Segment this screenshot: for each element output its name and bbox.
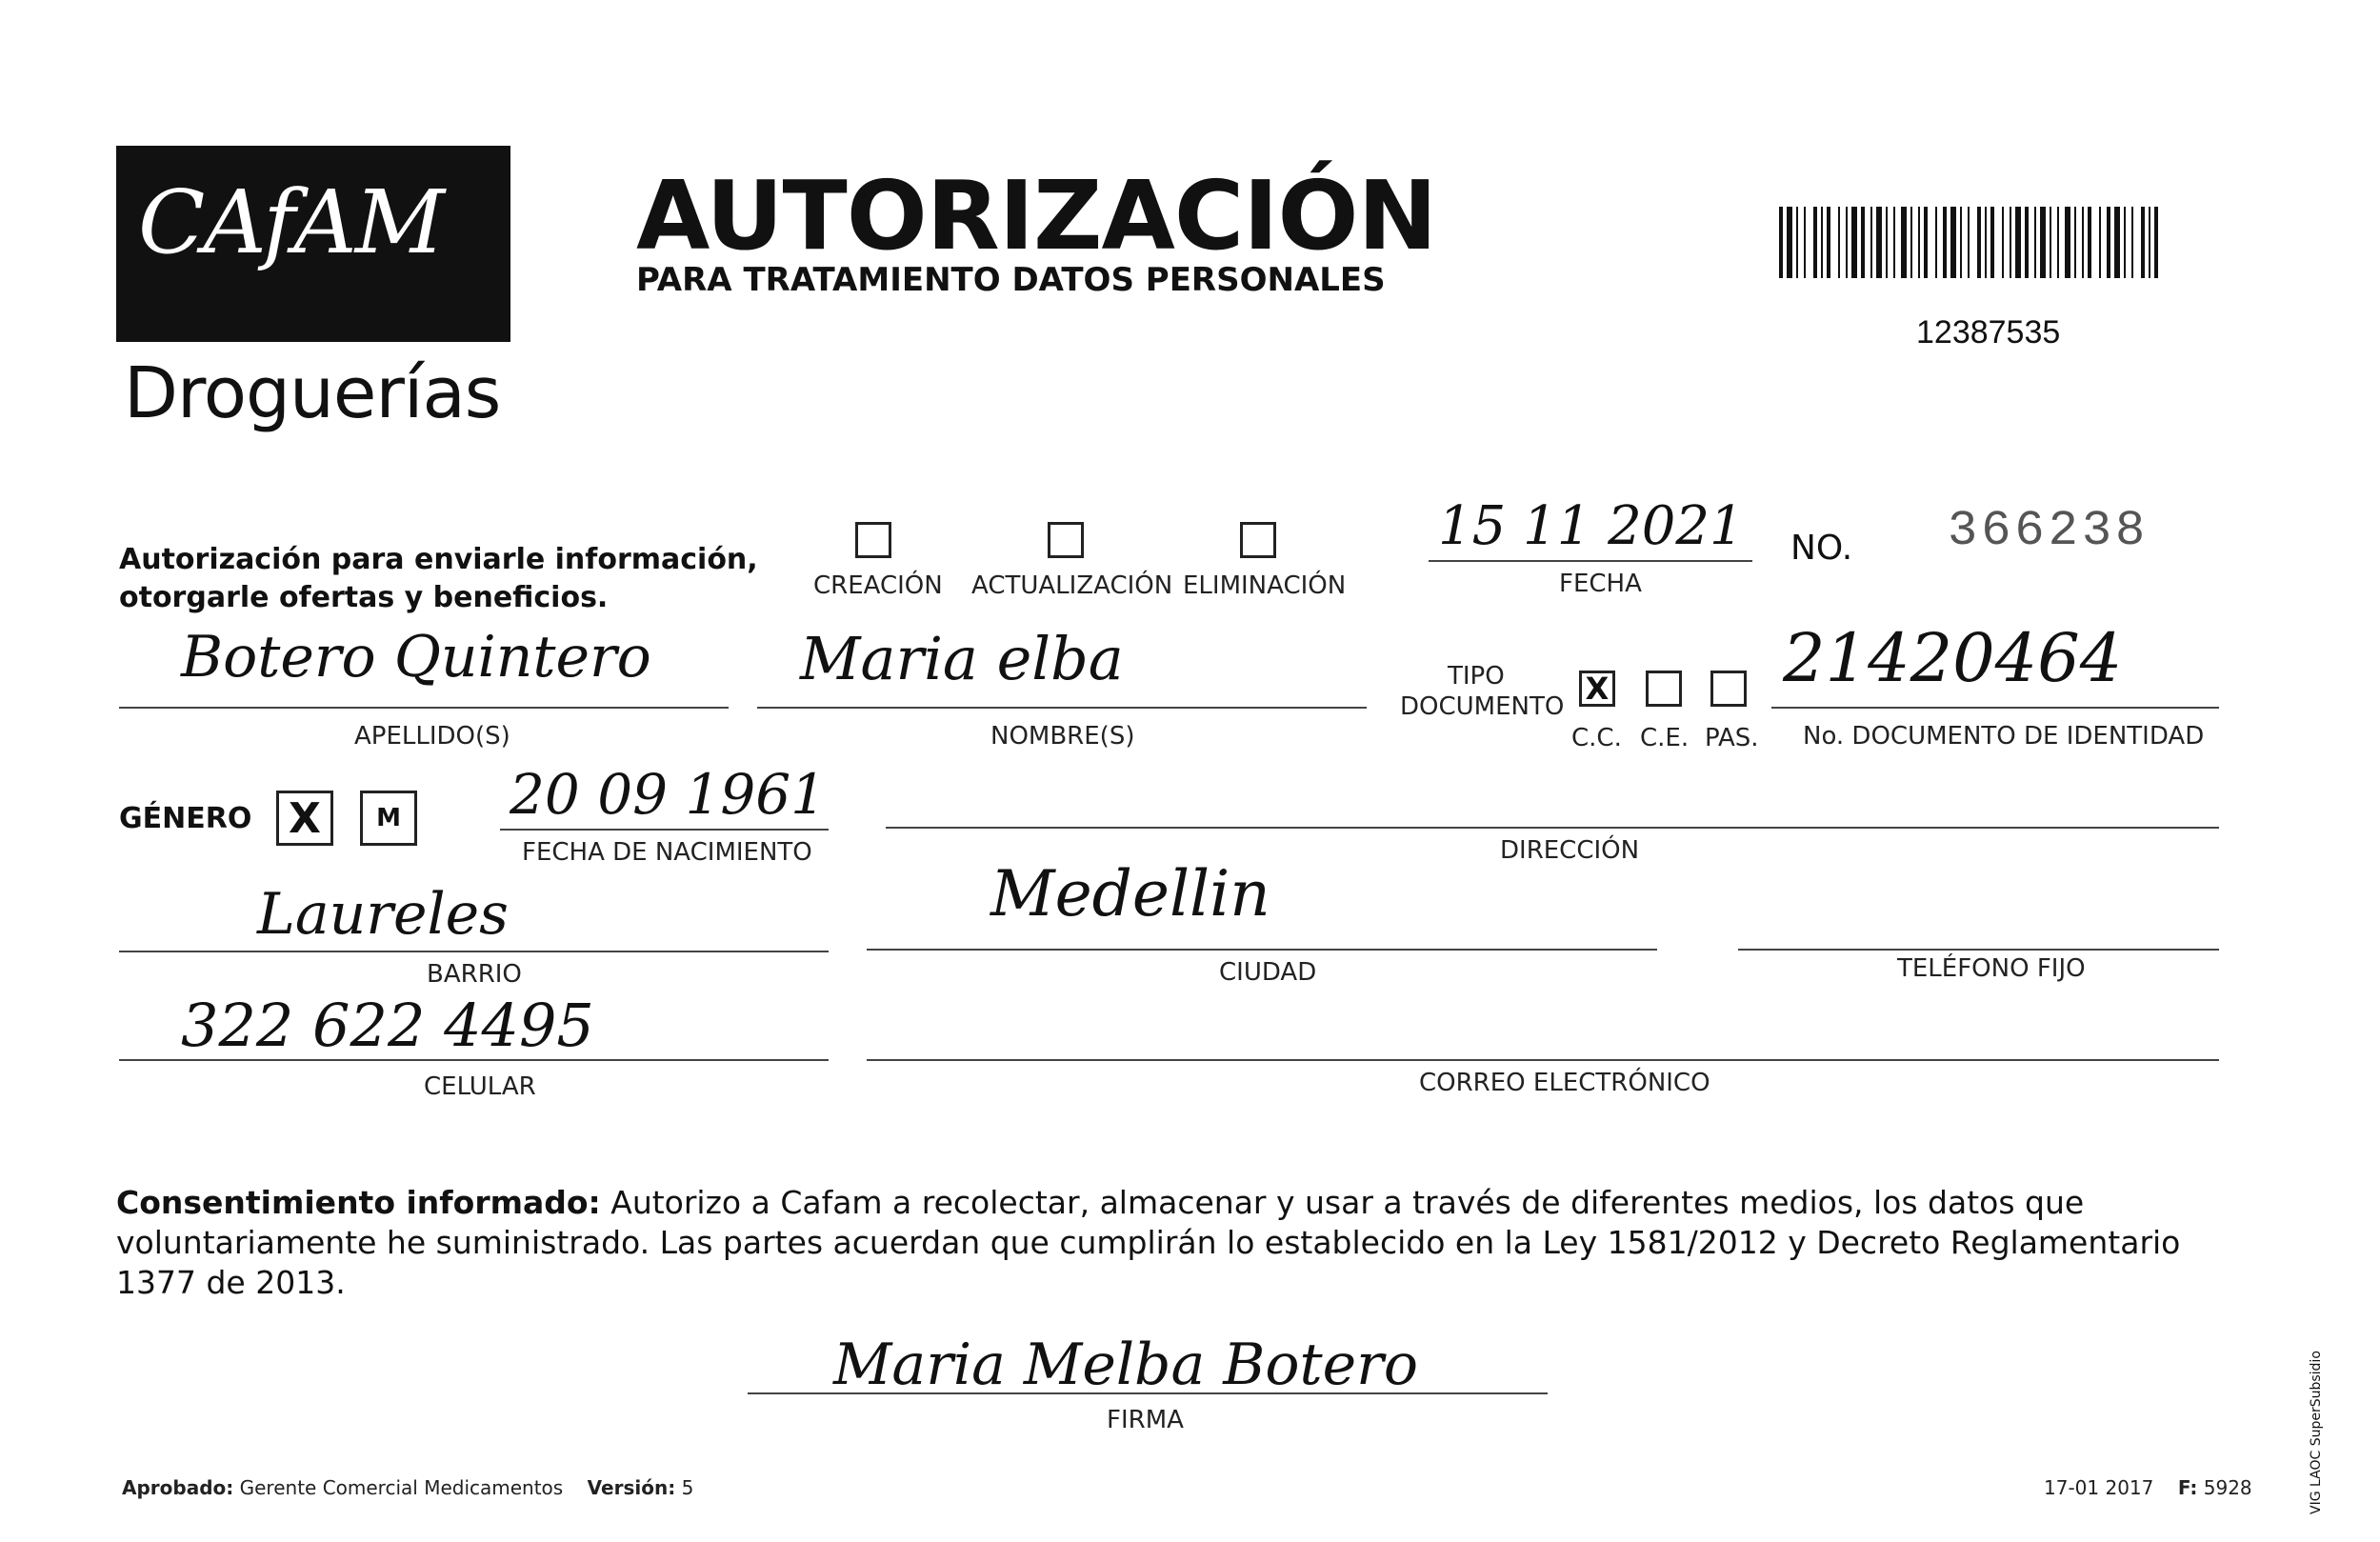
ce-checkbox[interactable]: [1646, 671, 1682, 707]
tipo-documento-label-1: TIPO: [1448, 662, 1505, 691]
aprobado-value: Gerente Comercial Medicamentos: [239, 1476, 564, 1499]
nacimiento-value: 20 09 1961: [510, 762, 827, 827]
documento-label: No. DOCUMENTO DE IDENTIDAD: [1803, 722, 2205, 751]
barcode-number: 12387535: [1916, 314, 2061, 350]
barcode-image: [1779, 207, 2160, 278]
nombres-value: Maria elba: [800, 624, 1124, 693]
intro-line-1: Autorización para enviarle información,: [119, 543, 758, 576]
creacion-label: CREACIÓN: [813, 571, 943, 600]
direccion-label: DIRECCIÓN: [1500, 836, 1640, 865]
eliminacion-checkbox[interactable]: [1240, 522, 1276, 558]
apellidos-label: APELLIDO(S): [354, 722, 510, 751]
nacimiento-label: FECHA DE NACIMIENTO: [522, 838, 812, 867]
version-value: 5: [681, 1476, 694, 1499]
direccion-line: [886, 827, 2219, 829]
ciudad-line: [867, 949, 1657, 951]
page-subtitle: PARA TRATAMIENTO DATOS PERSONALES: [636, 261, 1386, 299]
fecha-label: FECHA: [1559, 570, 1642, 598]
consent-heading: Consentimiento informado:: [116, 1184, 601, 1221]
apellidos-line: [119, 707, 729, 709]
tipo-documento-label-2: DOCUMENTO: [1400, 692, 1565, 721]
page-title: AUTORIZACIÓN: [636, 160, 1437, 271]
fecha-line: [1429, 560, 1752, 562]
genero-label: GÉNERO: [119, 802, 252, 835]
celular-line: [119, 1059, 829, 1061]
genero-f-checkbox[interactable]: X: [276, 791, 333, 846]
fecha-value: 15 11 2021: [1438, 495, 1744, 557]
celular-value: 322 622 4495: [181, 991, 594, 1060]
pas-label: PAS.: [1705, 724, 1759, 752]
actualizacion-checkbox[interactable]: [1048, 522, 1084, 558]
pas-checkbox[interactable]: [1710, 671, 1747, 707]
aprobado-label: Aprobado:: [122, 1476, 234, 1499]
ciudad-label: CIUDAD: [1219, 958, 1317, 987]
documento-value: 21420464: [1783, 619, 2123, 697]
barrio-line: [119, 951, 829, 952]
telefono-line: [1738, 949, 2219, 951]
vertical-side-text: VIG LAOC SuperSubsidio: [2309, 1351, 2324, 1514]
actualizacion-label: ACTUALIZACIÓN: [971, 571, 1173, 600]
consent-paragraph: [116, 1183, 2230, 1303]
cc-checkbox[interactable]: X: [1579, 671, 1615, 707]
intro-line-2: otorgarle ofertas y beneficios.: [119, 581, 609, 614]
documento-line: [1771, 707, 2219, 709]
correo-line: [867, 1059, 2219, 1061]
ce-label: C.E.: [1640, 724, 1690, 752]
barrio-label: BARRIO: [427, 960, 522, 989]
footer-date-code: [2044, 1476, 2252, 1499]
correo-label: CORREO ELECTRÓNICO: [1419, 1069, 1710, 1097]
cc-label: C.C.: [1571, 724, 1622, 752]
telefono-label: TELÉFONO FIJO: [1897, 954, 2086, 983]
apellidos-value: Botero Quintero: [181, 624, 651, 691]
brand-logo-text: CAfAM: [138, 171, 443, 273]
numero-label: NO.: [1790, 529, 1853, 568]
firma-line: [748, 1392, 1548, 1394]
version-label: Versión:: [587, 1476, 676, 1499]
genero-m-checkbox[interactable]: M: [360, 791, 417, 846]
footer-date: 17-01 2017: [2044, 1476, 2154, 1499]
firma-value: Maria Melba Botero: [833, 1332, 1418, 1398]
firma-label: FIRMA: [1107, 1406, 1184, 1434]
eliminacion-label: ELIMINACIÓN: [1183, 571, 1347, 600]
numero-value: 366238: [1948, 503, 2150, 559]
ciudad-value: Medellin: [990, 857, 1270, 931]
f-value: 5928: [2203, 1476, 2252, 1499]
sub-brand: Droguerías: [124, 352, 501, 434]
consent-body: Autorizo a Cafam a recolectar, almacenar y usar a través de diferentes medios, los datos que voluntariamente he suministrado. Las partes acuerdan que cumplirán lo establecido en la Ley 1581/2012 y Decreto Reglamentario 1377 de 2013.: [116, 1184, 2181, 1301]
nombres-label: NOMBRE(S): [990, 722, 1135, 751]
celular-label: CELULAR: [424, 1072, 536, 1101]
footer-aprobado: [122, 1476, 693, 1499]
barrio-value: Laureles: [257, 881, 509, 948]
creacion-checkbox[interactable]: [855, 522, 891, 558]
f-label: F:: [2177, 1476, 2198, 1499]
nacimiento-line: [500, 829, 829, 831]
nombres-line: [757, 707, 1367, 709]
